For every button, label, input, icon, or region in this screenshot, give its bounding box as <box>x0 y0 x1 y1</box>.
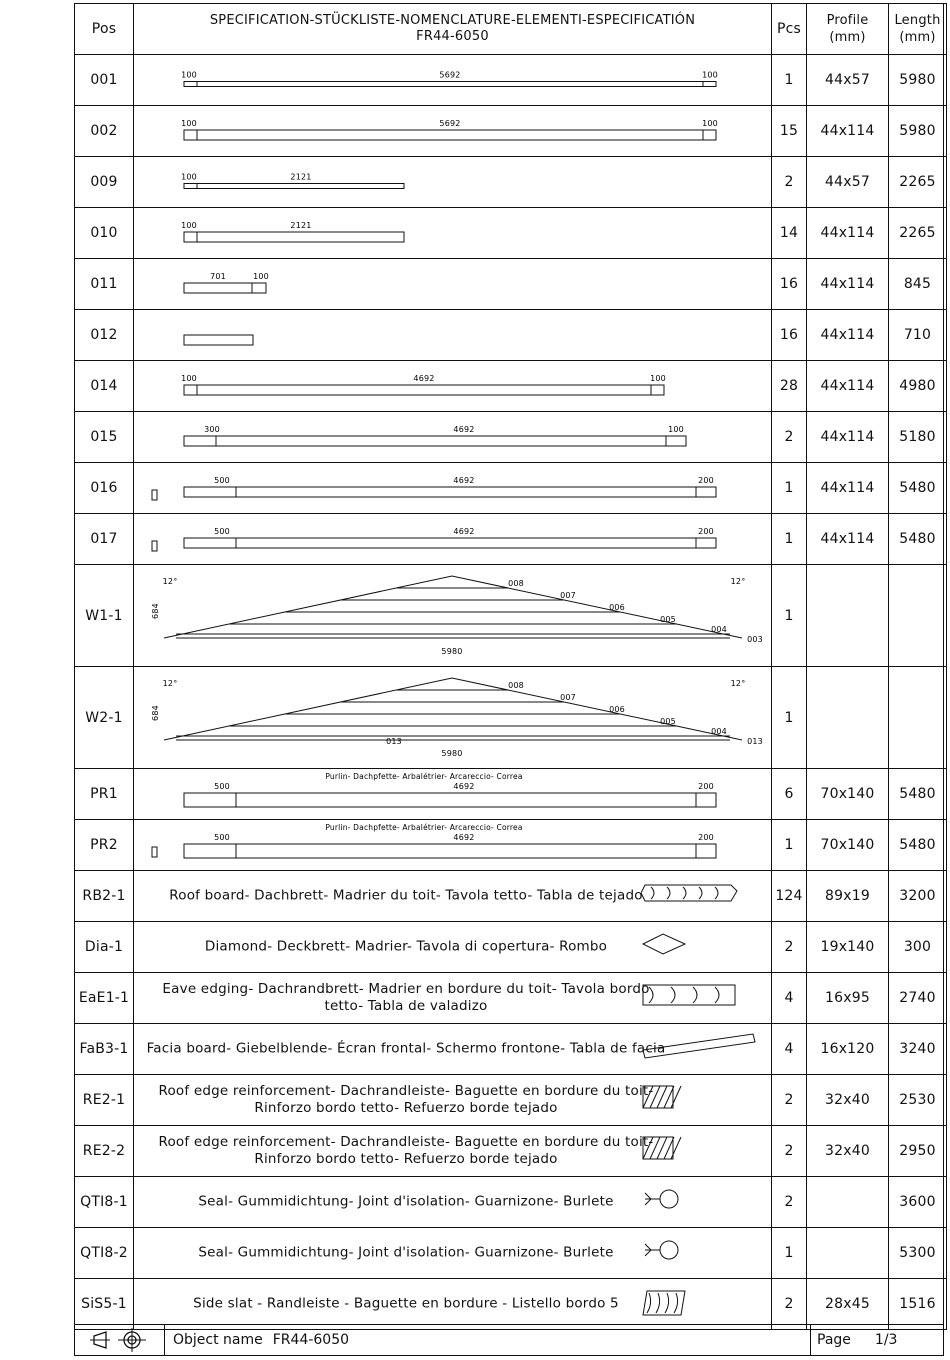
header-length-unit: (mm) <box>899 30 936 45</box>
dim-right: 200 <box>698 832 714 842</box>
angle-left: 12° <box>162 576 178 586</box>
profile-cell: 44x114 <box>807 208 889 259</box>
length-cell: 5480 <box>889 514 947 565</box>
object-name-cell <box>165 1325 811 1355</box>
pcs-cell: 2 <box>772 1075 807 1126</box>
part-description: Seal- Gummidichtung- Joint d'isolation- Guarnizone- Burlete <box>198 1193 614 1210</box>
part-005: 005 <box>660 614 676 624</box>
length-cell: 5480 <box>889 820 947 871</box>
length-cell <box>889 565 947 667</box>
height-dim: 684 <box>151 704 160 721</box>
truss-outline <box>164 576 742 638</box>
beam-shape <box>184 232 404 242</box>
profile-cell: 44x57 <box>807 55 889 106</box>
dim-left: 100 <box>181 220 197 230</box>
table-row <box>75 1279 947 1330</box>
length-cell: 5980 <box>889 106 947 157</box>
object-name-label: Object name <box>173 1332 263 1348</box>
pcs-cell: 4 <box>772 1024 807 1075</box>
beam-shape <box>184 844 716 858</box>
pos-cell: 015 <box>75 412 134 463</box>
dim-left: 500 <box>214 781 230 791</box>
pos-cell: W1-1 <box>75 565 134 667</box>
drawing-cell <box>134 973 772 1024</box>
length-cell: 5480 <box>889 463 947 514</box>
part-description: Facia board- Giebelblende- Écran frontal- Schermo frontone- Tabla de facia <box>146 1040 666 1057</box>
dim-left: 300 <box>204 424 220 434</box>
pcs-cell: 2 <box>772 922 807 973</box>
dim-right: 100 <box>253 271 269 281</box>
dim-right: 200 <box>698 475 714 485</box>
profile-cell: 44x114 <box>807 514 889 565</box>
profile-cell: 44x114 <box>807 412 889 463</box>
drawing-cell <box>134 412 772 463</box>
eave-edging-profile-icon <box>641 981 761 1011</box>
drawing-cell <box>134 106 772 157</box>
drawing-cell <box>134 463 772 514</box>
pos-cell: 009 <box>75 157 134 208</box>
dim-right: 100 <box>702 70 718 79</box>
dim-left: 100 <box>181 373 197 383</box>
table-row <box>75 106 947 157</box>
table-row <box>75 1126 947 1177</box>
dim-right: 200 <box>698 781 714 791</box>
part-007: 007 <box>560 692 576 702</box>
part-drawing <box>134 770 770 819</box>
diamond-icon <box>641 930 761 960</box>
table-row <box>75 361 947 412</box>
pcs-cell: 1 <box>772 565 807 667</box>
dim-left: 100 <box>181 118 197 128</box>
dim-middle: 4692 <box>453 424 475 434</box>
pos-cell: SiS5-1 <box>75 1279 134 1330</box>
dim-left: 100 <box>181 172 197 181</box>
part-description: Roof board- Dachbrett- Madrier du toit- Tavola tetto- Tabla de tejado <box>169 887 643 904</box>
header-row <box>75 4 947 55</box>
beam-shape <box>184 487 716 497</box>
part-drawing <box>134 413 770 462</box>
table-row <box>75 1075 947 1126</box>
length-cell: 5980 <box>889 55 947 106</box>
length-cell: 5180 <box>889 412 947 463</box>
profile-cell: 16x120 <box>807 1024 889 1075</box>
dim-middle: 2121 <box>290 220 312 230</box>
dim-right: 100 <box>702 118 718 128</box>
dim-middle: 5692 <box>439 118 461 128</box>
length-cell: 3200 <box>889 871 947 922</box>
profile-cell: 44x114 <box>807 259 889 310</box>
pcs-cell: 15 <box>772 106 807 157</box>
table-row <box>75 1228 947 1279</box>
profile-cell: 44x114 <box>807 361 889 412</box>
profile-cell: 32x40 <box>807 1075 889 1126</box>
profile-cell: 19x140 <box>807 922 889 973</box>
table-row <box>75 922 947 973</box>
length-cell: 3600 <box>889 1177 947 1228</box>
length-cell: 5300 <box>889 1228 947 1279</box>
part-004: 004 <box>711 624 727 634</box>
profile-cell: 44x57 <box>807 157 889 208</box>
pos-cell: 014 <box>75 361 134 412</box>
table-row <box>75 667 947 769</box>
base-dim: 5980 <box>441 748 463 758</box>
part-description: Side slat - Randleiste - Baguette en bordure - Listello bordo 5 <box>193 1295 619 1312</box>
profile-cell: 28x45 <box>807 1279 889 1330</box>
facia-board-icon <box>641 1032 761 1062</box>
header-profile-unit: (mm) <box>829 30 866 45</box>
part-drawing <box>134 515 770 564</box>
length-cell: 2530 <box>889 1075 947 1126</box>
dim-left: 500 <box>214 475 230 485</box>
length-cell <box>889 667 947 769</box>
drawing-cell <box>134 361 772 412</box>
dim-middle: 5692 <box>439 70 461 79</box>
pcs-cell: 2 <box>772 1279 807 1330</box>
pos-cell: RE2-2 <box>75 1126 134 1177</box>
pos-cell: RE2-1 <box>75 1075 134 1126</box>
drawing-cell <box>134 667 772 769</box>
part-drawing <box>134 668 770 768</box>
seal-icon <box>641 1236 761 1266</box>
part-013-left: 013 <box>386 736 402 746</box>
profile-cell <box>807 565 889 667</box>
drawing-cell <box>134 259 772 310</box>
part-004: 004 <box>711 726 727 736</box>
header-length: Length <box>894 13 941 28</box>
table-row <box>75 1177 947 1228</box>
table-row <box>75 565 947 667</box>
drawing-cell <box>134 157 772 208</box>
pos-cell: QTI8-2 <box>75 1228 134 1279</box>
footer <box>75 1324 943 1355</box>
pcs-cell: 1 <box>772 463 807 514</box>
purlin-caption: Purlin- Dachpfette- Arbalétrier- Arcareccio- Correa <box>325 822 523 832</box>
dim-right: 100 <box>668 424 684 434</box>
part-drawing <box>134 821 770 870</box>
beam-shape <box>184 183 404 188</box>
part-drawing <box>134 464 770 513</box>
profile-cell: 70x140 <box>807 769 889 820</box>
table-row <box>75 412 947 463</box>
profile-cell: 44x114 <box>807 463 889 514</box>
table-row <box>75 871 947 922</box>
sheet-subtitle: FR44-6050 <box>416 29 489 44</box>
profile-cell: 70x140 <box>807 820 889 871</box>
angle-right: 12° <box>730 678 746 688</box>
length-cell: 710 <box>889 310 947 361</box>
sheet-title: SPECIFICATION-STÜCKLISTE-NOMENCLATURE-ELEMENTI-ESPECIFICATIÓN <box>209 13 696 28</box>
part-drawing <box>134 311 770 360</box>
dim-middle: 4692 <box>413 373 435 383</box>
specification-table <box>74 3 947 1330</box>
pos-cell: EaE1-1 <box>75 973 134 1024</box>
pcs-cell: 124 <box>772 871 807 922</box>
table-row <box>75 463 947 514</box>
drawing-cell <box>134 1126 772 1177</box>
part-description: Seal- Gummidichtung- Joint d'isolation- Guarnizone- Burlete <box>198 1244 614 1261</box>
pos-cell: 011 <box>75 259 134 310</box>
pos-cell: 002 <box>75 106 134 157</box>
pcs-cell: 2 <box>772 157 807 208</box>
pcs-cell: 1 <box>772 514 807 565</box>
table-row <box>75 259 947 310</box>
profile-cell: 89x19 <box>807 871 889 922</box>
profile-cell: 16x95 <box>807 973 889 1024</box>
pos-cell: Dia-1 <box>75 922 134 973</box>
drawing-cell <box>134 55 772 106</box>
header-title-cell <box>134 4 772 55</box>
table-row <box>75 973 947 1024</box>
side-slat-profile-icon <box>641 1287 761 1317</box>
roof-board-profile-icon <box>641 879 761 909</box>
pcs-cell: 2 <box>772 1177 807 1228</box>
pos-cell: 016 <box>75 463 134 514</box>
table-row <box>75 514 947 565</box>
part-003: 013 <box>747 736 763 746</box>
drawing-cell <box>134 871 772 922</box>
seal-icon <box>641 1185 761 1215</box>
table-row <box>75 55 947 106</box>
pos-cell: PR2 <box>75 820 134 871</box>
wood-section-icon <box>641 1083 761 1113</box>
beam-shape <box>184 283 266 293</box>
drawing-cell <box>134 1177 772 1228</box>
table-row <box>75 1024 947 1075</box>
page-cell <box>811 1325 943 1355</box>
wood-section-icon <box>641 1134 761 1164</box>
height-dim: 684 <box>151 602 160 619</box>
pos-cell: QTI8-1 <box>75 1177 134 1228</box>
dim-middle: 4692 <box>453 526 475 536</box>
purlin-caption: Purlin- Dachpfette- Arbalétrier- Arcareccio- Correa <box>325 771 523 781</box>
drawing-cell <box>134 769 772 820</box>
drawing-cell <box>134 514 772 565</box>
header-profile-cell <box>807 4 889 55</box>
beam-shape <box>184 436 686 446</box>
drawing-cell <box>134 1228 772 1279</box>
beam-shape <box>184 538 716 548</box>
length-cell: 3240 <box>889 1024 947 1075</box>
page-label: Page <box>817 1332 851 1348</box>
dim-left: 500 <box>214 526 230 536</box>
pcs-cell: 2 <box>772 412 807 463</box>
pos-cell: 012 <box>75 310 134 361</box>
profile-cell: 44x114 <box>807 106 889 157</box>
object-name-value: FR44-6050 <box>272 1332 350 1348</box>
page-value: 1/3 <box>874 1332 898 1348</box>
header-pos: Pos <box>75 4 134 55</box>
section-mark <box>152 541 157 551</box>
dim-left: 500 <box>214 832 230 842</box>
truss-outline <box>164 678 742 740</box>
part-006: 006 <box>609 602 625 612</box>
table-row <box>75 310 947 361</box>
projection-symbol <box>75 1325 165 1355</box>
dim-right: 100 <box>650 373 666 383</box>
drawing-cell <box>134 922 772 973</box>
length-cell: 2265 <box>889 157 947 208</box>
table-row <box>75 769 947 820</box>
profile-cell <box>807 667 889 769</box>
pcs-cell: 1 <box>772 667 807 769</box>
block-shape <box>184 335 253 345</box>
part-drawing <box>134 107 770 156</box>
part-003: 003 <box>747 634 763 644</box>
length-cell: 2265 <box>889 208 947 259</box>
projection-icon <box>90 1328 150 1352</box>
beam-shape <box>184 81 716 86</box>
section-mark <box>152 847 157 857</box>
table-row <box>75 157 947 208</box>
pcs-cell: 16 <box>772 259 807 310</box>
table-row <box>75 820 947 871</box>
drawing-cell <box>134 208 772 259</box>
angle-left: 12° <box>162 678 178 688</box>
pcs-cell: 14 <box>772 208 807 259</box>
pcs-cell: 28 <box>772 361 807 412</box>
pcs-cell: 16 <box>772 310 807 361</box>
length-cell: 1516 <box>889 1279 947 1330</box>
dim-right: 200 <box>698 526 714 536</box>
pos-cell: W2-1 <box>75 667 134 769</box>
pos-cell: RB2-1 <box>75 871 134 922</box>
length-cell: 5480 <box>889 769 947 820</box>
profile-cell <box>807 1177 889 1228</box>
part-drawing <box>134 362 770 411</box>
part-description: Eave edging- Dachrandbrett- Madrier en bordure du toit- Tavola bordo tetto- Tabla de valadizo <box>162 981 650 1014</box>
length-cell: 2740 <box>889 973 947 1024</box>
beam-shape <box>184 385 664 395</box>
pos-cell: 017 <box>75 514 134 565</box>
pos-cell: 010 <box>75 208 134 259</box>
drawing-cell <box>134 565 772 667</box>
drawing-cell <box>134 1024 772 1075</box>
part-drawing <box>134 260 770 309</box>
part-008: 008 <box>508 680 524 690</box>
part-drawing <box>134 158 770 207</box>
section-mark <box>152 490 157 500</box>
dim-middle: 2121 <box>290 172 312 181</box>
length-cell: 845 <box>889 259 947 310</box>
part-drawing <box>134 56 770 105</box>
part-description: Diamond- Deckbrett- Madrier- Tavola di copertura- Rombo <box>204 938 608 955</box>
length-cell: 2950 <box>889 1126 947 1177</box>
length-cell: 300 <box>889 922 947 973</box>
part-008: 008 <box>508 578 524 588</box>
dim-left: 701 <box>210 271 226 281</box>
drawing-cell <box>134 310 772 361</box>
length-cell: 4980 <box>889 361 947 412</box>
dim-middle: 4692 <box>453 475 475 485</box>
header-length-cell <box>889 4 947 55</box>
dim-left: 100 <box>181 70 197 79</box>
drawing-cell <box>134 1075 772 1126</box>
pos-cell: 001 <box>75 55 134 106</box>
profile-cell <box>807 1228 889 1279</box>
beam-shape <box>184 130 716 140</box>
pcs-cell: 2 <box>772 1126 807 1177</box>
part-description: Roof edge reinforcement- Dachrandleiste- Baguette en bordure du toit- Rinforzo bordo tetto- Refuerzo borde tejado <box>158 1134 654 1167</box>
beam-shape <box>184 793 716 807</box>
dim-middle: 4692 <box>453 781 475 791</box>
pcs-cell: 1 <box>772 1228 807 1279</box>
profile-cell: 44x114 <box>807 310 889 361</box>
part-description: Roof edge reinforcement- Dachrandleiste- Baguette en bordure du toit- Rinforzo bordo tetto- Refuerzo borde tejado <box>158 1083 654 1116</box>
pcs-cell: 4 <box>772 973 807 1024</box>
part-drawing <box>134 209 770 258</box>
part-drawing <box>134 566 770 666</box>
part-006: 006 <box>609 704 625 714</box>
table-row <box>75 208 947 259</box>
header-profile: Profile <box>826 13 869 28</box>
drawing-cell <box>134 820 772 871</box>
angle-right: 12° <box>730 576 746 586</box>
base-dim: 5980 <box>441 646 463 656</box>
dim-middle: 4692 <box>453 832 475 842</box>
pcs-cell: 6 <box>772 769 807 820</box>
part-007: 007 <box>560 590 576 600</box>
part-005: 005 <box>660 716 676 726</box>
pcs-cell: 1 <box>772 55 807 106</box>
pos-cell: FaB3-1 <box>75 1024 134 1075</box>
profile-cell: 32x40 <box>807 1126 889 1177</box>
drawing-cell <box>134 1279 772 1330</box>
header-pcs: Pcs <box>772 4 807 55</box>
specification-sheet <box>74 3 944 1356</box>
pos-cell: PR1 <box>75 769 134 820</box>
pcs-cell: 1 <box>772 820 807 871</box>
